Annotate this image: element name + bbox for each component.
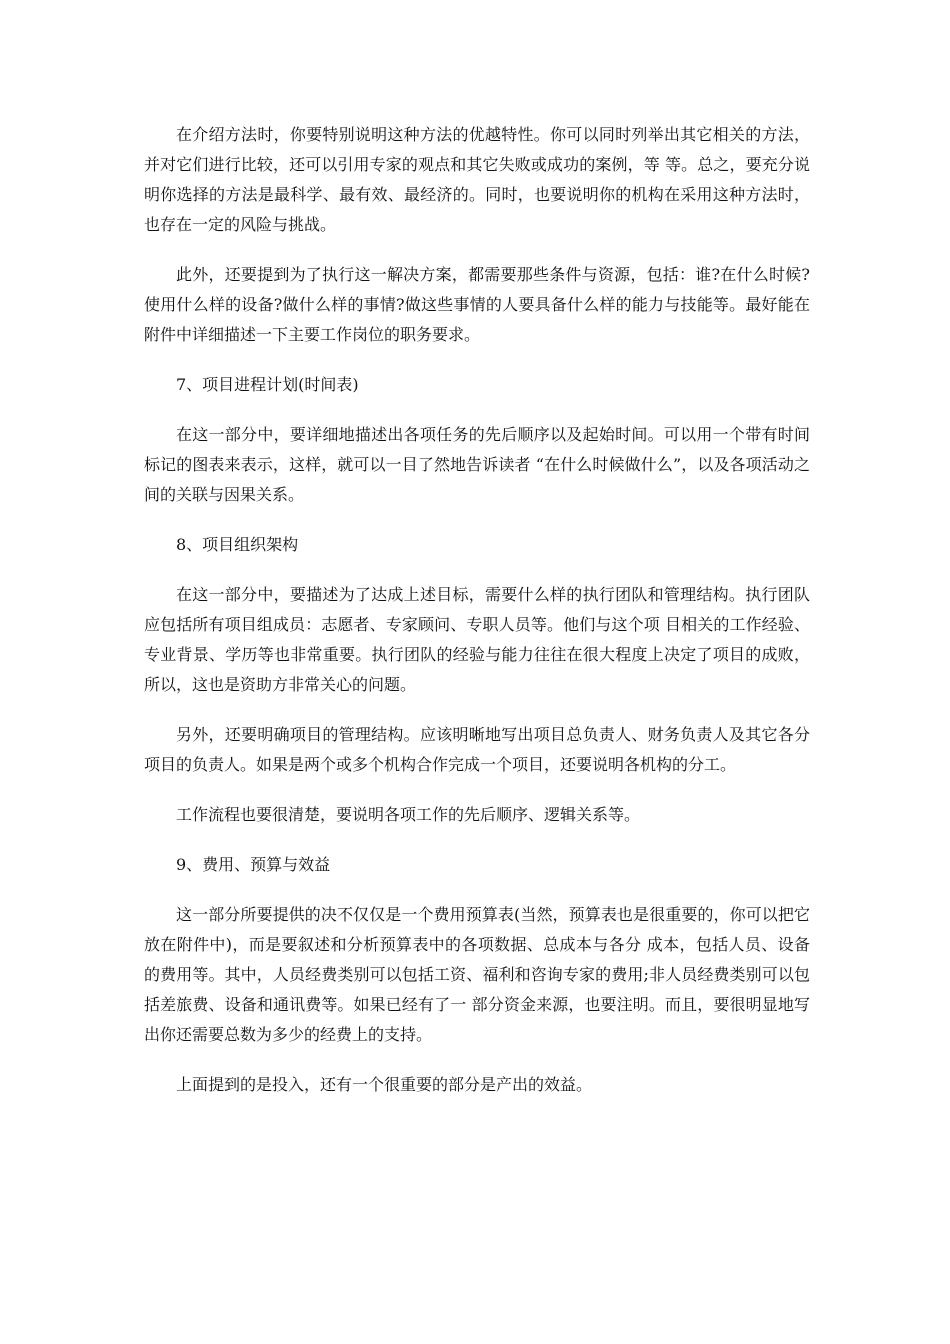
paragraph-management-structure: 另外，还要明确项目的管理结构。应该明晰地写出项目总负责人、财务负责人及其它各分项目的负责人。如果是两个或多个机构合作完成一个项目，还要说明各机构的分工。 bbox=[144, 725, 810, 774]
paragraph-benefits: 上面提到的是投入，还有一个很重要的部分是产出的效益。 bbox=[176, 1075, 593, 1094]
paragraph-workflow: 工作流程也要很清楚，要说明各项工作的先后顺序、逻辑关系等。 bbox=[176, 805, 641, 824]
paragraph-method-description: 在介绍方法时，你要特别说明这种方法的优越特性。你可以同时列举出其它相关的方法，并对它们进行比较，还可以引用专家的观点和其它失败或成功的案例，等 等。总之，要充分说明你选择的方法是最科学、最有效、最经济的。同时，也要说明你的机构在采用这种方法时，也存在一定的风险与挑战。 bbox=[144, 125, 810, 234]
section-heading-organization: 8、项目组织架构 bbox=[176, 535, 299, 554]
paragraph-schedule: 在这一部分中，要详细地描述出各项任务的先后顺序以及起始时间。可以用一个带有时间标记的图表来表示，这样，就可以一目了然地告诉读者 “在什么时候做什么”，以及各项活动之间的关联与因果关系。 bbox=[144, 425, 810, 504]
document-page bbox=[144, 120, 810, 1120]
paragraph-budget: 这一部分所要提供的决不仅仅是一个费用预算表(当然，预算表也是很重要的，你可以把它放在附件中)，而是要叙述和分析预算表中的各项数据、总成本与各分 成本，包括人员、设备的费用等。其中，人员经费类别可以包括工资、福利和咨询专家的费用;非人员经费类别可以包括差旅费、设备和通讯费等。如果已经有了一 部分资金来源，也要注明。而且，要很明显地写出你还需要总数为多少的经费上的支持。 bbox=[144, 905, 810, 1044]
paragraph-team: 在这一部分中，要描述为了达成上述目标，需要什么样的执行团队和管理结构。执行团队应包括所有项目组成员：志愿者、专家顾问、专职人员等。他们与这个项 目相关的工作经验、专业背景、学历等也非常重要。执行团队的经验与能力往往在很大程度上决定了项目的成败，所以，这也是资助方非常关心的问题。 bbox=[144, 585, 810, 694]
section-heading-budget: 9、费用、预算与效益 bbox=[176, 855, 331, 874]
paragraph-conditions-resources: 此外，还要提到为了执行这一解决方案，都需要那些条件与资源，包括：谁?在什么时候?使用什么样的设备?做什么样的事情?做这些事情的人要具备什么样的能力与技能等。最好能在附件中详细描述一下主要工作岗位的职务要求。 bbox=[144, 265, 810, 344]
section-heading-schedule: 7、项目进程计划(时间表) bbox=[176, 375, 359, 394]
